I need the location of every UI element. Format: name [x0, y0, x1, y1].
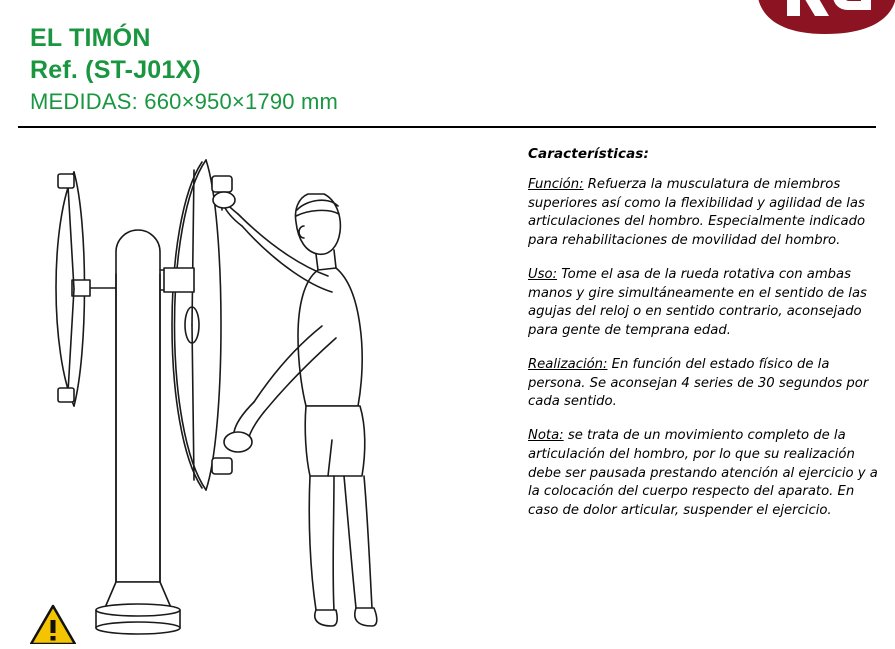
product-dimensions: MEDIDAS: 660×950×1790 mm	[30, 89, 339, 114]
page-header	[0, 0, 895, 128]
paragraph-label-funcion: Función:	[528, 177, 584, 192]
product-name: EL TIMÓN	[30, 24, 151, 52]
characteristics-panel	[528, 146, 878, 536]
warning-triangle-icon	[30, 604, 76, 644]
product-illustration	[16, 140, 496, 635]
paragraph-nota	[528, 427, 878, 521]
paragraph-label-nota: Nota:	[528, 428, 564, 444]
paragraph-text-realizacion: En función del estado físico de la persona. Se aconsejan 4 series de 30 segundos por cada sentido.	[528, 356, 869, 410]
header-divider	[18, 126, 876, 128]
characteristics-heading: Características:	[528, 146, 649, 162]
paragraph-funcion	[528, 176, 878, 251]
paragraph-text-nota: se trata de un movimiento completo de la articulación del hombro, por lo que su realización debe ser pausada prestando atención al ejercicio y a la colocación del cuerpo respecto del aparato. En caso de dolor articular, suspender el ejercicio.	[528, 428, 878, 519]
paragraph-text-funcion: Refuerza la musculatura de miembros superiores así como la flexibilidad y agilidad de las articulaciones del hombro. Especialmente indicado para rehabilitaciones de movilidad del hombro.	[528, 177, 866, 249]
title-block	[30, 22, 338, 116]
product-reference: Ref. (ST-J01X)	[30, 56, 201, 84]
paragraph-uso	[528, 266, 878, 341]
paragraph-label-uso: Uso:	[528, 266, 558, 282]
paragraph-label-realizacion: Realización:	[528, 356, 608, 372]
paragraph-text-uso: Tome el asa de la rueda rotativa con ambas manos y gire simultáneamente en el sentido de las agujas del reloj o en sentido contrario, aconsejado para gente de temprana edad.	[528, 266, 867, 339]
company-logo	[675, 0, 895, 68]
paragraph-realizacion	[528, 356, 878, 412]
